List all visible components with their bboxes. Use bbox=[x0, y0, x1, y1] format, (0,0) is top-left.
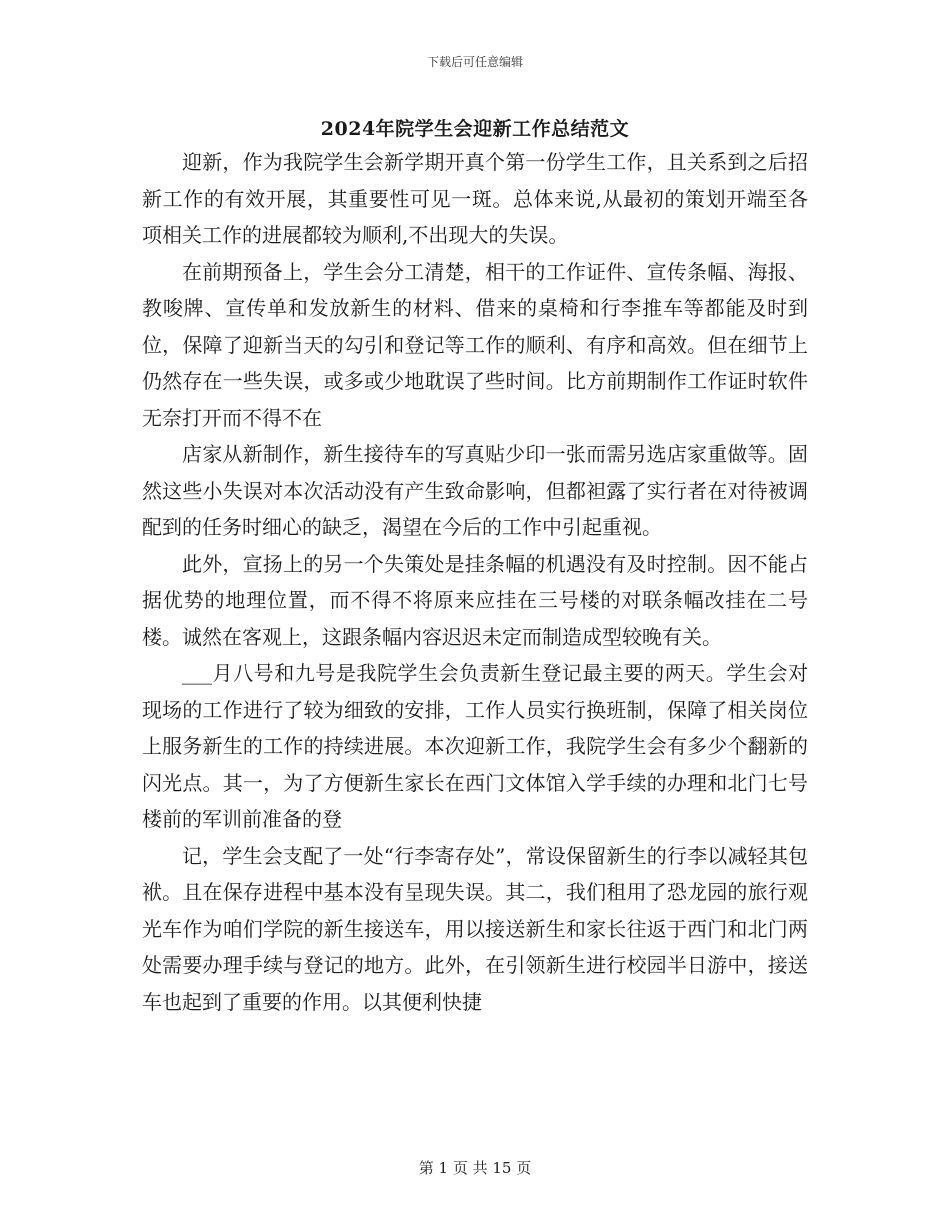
paragraph-2: 在前期预备上，学生会分工清楚，相干的工作证件、宣传条幅、海报、教唆牌、宣传单和发放新生的材料、借来的桌椅和行李推车等都能及时到位，保障了迎新当天的勾引和登记等工作的顺利、有序和高效。但在细节上仍然存在一些失误，或多或少地耽误了些时间。比方前期制作工作证时软件无奈打开而不得不在 bbox=[142, 259, 808, 430]
paragraph-1: 迎新，作为我院学生会新学期开真个第一份学生工作，且关系到之后招新工作的有效开展，其重要性可见一斑。总体来说,从最初的策划开端至各项相关工作的进展都较为顺利,不出现大的失误。 bbox=[142, 150, 808, 247]
document-title: 2024年院学生会迎新工作总结范文 bbox=[320, 118, 630, 140]
page-indicator: 第 1 页 共 15 页 bbox=[418, 1159, 532, 1177]
paragraph-6: 记，学生会支配了一处“行李寄存处”，常设保留新生的行李以减轻其包袱。且在保存进程中基本没有呈现失误。其二，我们租用了恐龙园的旅行观光车作为咱们学院的新生接送车，用以接送新生和家长往返于西门和北门两处需要办理手续与登记的地方。此外，在引领新生进行校园半日游中，接送车也起到了重要的作用。以其便利快捷 bbox=[142, 843, 808, 1014]
document-body bbox=[142, 144, 808, 1020]
paragraph-4: 此外，宣扬上的另一个失策处是挂条幅的机遇没有及时控制。因不能占据优势的地理位置，而不得不将原来应挂在三号楼的对联条幅改挂在二号楼。诚然在客观上，这跟条幅内容迟迟未定而制造成型较晚有关。 bbox=[142, 551, 808, 649]
paragraph-3: 店家从新制作，新生接待车的写真贴少印一张而需另选店家重做等。固然这些小失误对本次活动没有产生致命影响，但都袒露了实行者在对待被调配到的任务时细心的缺乏，渴望在今后的工作中引起重视。 bbox=[142, 442, 808, 539]
paragraph-5: ___月八号和九号是我院学生会负责新生登记最主要的两天。学生会对现场的工作进行了较为细致的安排，工作人员实行换班制，保障了相关岗位上服务新生的工作的持续进展。本次迎新工作，我院学生会有多少个翻新的闪光点。其一，为了方便新生家长在西门文体馆入学手续的办理和北门七号楼前的军训前准备的登 bbox=[142, 661, 808, 831]
header-note: 下载后可任意编辑 bbox=[426, 55, 523, 69]
